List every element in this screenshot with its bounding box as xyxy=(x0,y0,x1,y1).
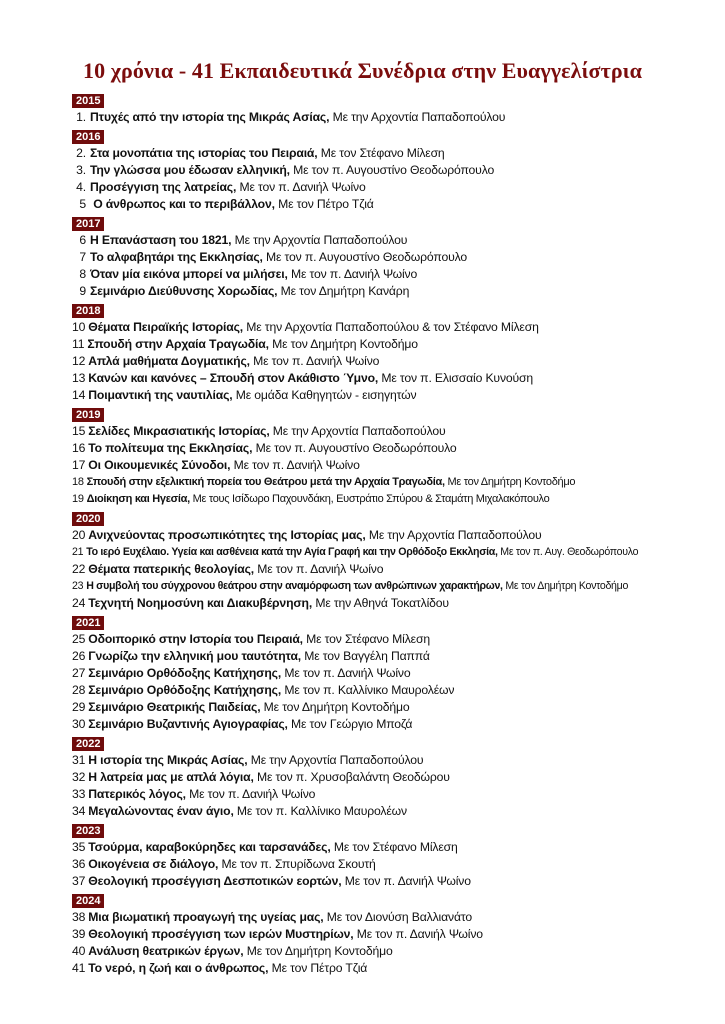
year-section-2022 xyxy=(72,734,672,820)
item-number: 17 xyxy=(72,458,86,472)
year-section-2018 xyxy=(72,301,672,404)
item-number: 12 xyxy=(72,354,86,368)
seminar-title: Ανάλυση θεατρικών έργων, xyxy=(88,944,244,958)
item-number: 18 xyxy=(72,476,84,488)
item-number: 2. xyxy=(76,146,86,160)
seminar-title: Σεμινάριο Βυζαντινής Αγιογραφίας, xyxy=(88,717,288,731)
list-item xyxy=(72,440,672,457)
year-section-2020 xyxy=(72,509,672,612)
list-item xyxy=(72,960,672,977)
seminar-title: Σελίδες Μικρασιατικής Ιστορίας, xyxy=(88,424,270,438)
list-item xyxy=(72,145,672,162)
seminar-speaker: Με τον π. Αυγουστίνο Θεοδωρόπουλο xyxy=(289,163,495,177)
list-item xyxy=(72,457,672,474)
seminar-title: Οδοιπορικό στην Ιστορία του Πειραιά, xyxy=(88,632,303,646)
item-number: 20 xyxy=(72,528,86,542)
seminar-speaker: Με τον Δημήτρη Κοντοδήμο xyxy=(502,580,629,592)
item-number: 37 xyxy=(72,874,86,888)
seminar-speaker: Με την Αρχοντία Παπαδοπούλου xyxy=(247,753,424,767)
list-item xyxy=(72,527,672,544)
item-number: 4. xyxy=(76,180,86,194)
item-number: 19 xyxy=(72,493,84,505)
item-number: 31 xyxy=(72,753,86,767)
seminar-speaker: Με τον π. Δανιήλ Ψωίνο xyxy=(185,787,316,801)
seminar-speaker: Με τον Δημήτρη Κοντοδήμο xyxy=(268,337,418,351)
item-number: 14 xyxy=(72,388,86,402)
list-item xyxy=(72,682,672,699)
seminar-speaker: Με τον π. Δανιήλ Ψωίνο xyxy=(236,180,366,194)
seminar-speaker: Με τον π. Δανιήλ Ψωίνο xyxy=(230,458,360,472)
year-badge: 2023 xyxy=(72,824,104,838)
seminar-speaker: Με τον π. Ελισσαίο Κυνούση xyxy=(378,371,534,385)
seminar-speaker: Με την Αρχοντία Παπαδοπούλου xyxy=(269,424,446,438)
list-item xyxy=(72,423,672,440)
seminar-title: Την γλώσσα μου έδωσαν ελληνική, xyxy=(90,163,290,177)
seminar-speaker: Με τον π. Δανιήλ Ψωίνο xyxy=(287,267,418,281)
seminar-title: Στα μονοπάτια της ιστορίας του Πειραιά, xyxy=(90,146,318,160)
item-number: 30 xyxy=(72,717,86,731)
year-header-row xyxy=(72,127,672,145)
seminar-title: Πατερικός λόγος, xyxy=(88,787,186,801)
seminar-speaker: Με τον Πέτρο Τζιά xyxy=(274,197,374,211)
seminar-speaker: Με τον π. Δανιήλ Ψωίνο xyxy=(353,927,483,941)
list-item xyxy=(72,716,672,733)
seminar-speaker: Με τον π. Καλλίνικο Μαυρολέων xyxy=(233,804,407,818)
item-number: 23 xyxy=(72,580,84,592)
item-number: 1. xyxy=(76,110,86,124)
list-item xyxy=(72,162,672,179)
item-number: 34 xyxy=(72,804,86,818)
year-badge: 2024 xyxy=(72,894,104,908)
list-item xyxy=(72,699,672,716)
seminar-speaker: Με τον Βαγγέλη Παππά xyxy=(301,649,430,663)
item-number: 32 xyxy=(72,770,86,784)
list-item xyxy=(72,266,672,283)
year-badge: 2019 xyxy=(72,408,104,422)
list-item xyxy=(72,474,672,491)
seminar-title: Σπουδή στην Αρχαία Τραγωδία, xyxy=(87,337,269,351)
seminar-speaker: Με τον π. Δανιήλ Ψωίνο xyxy=(281,666,411,680)
item-number: 29 xyxy=(72,700,86,714)
list-item xyxy=(72,665,672,682)
list-item xyxy=(72,353,672,370)
list-item xyxy=(72,769,672,786)
year-section-2024 xyxy=(72,891,672,977)
list-item xyxy=(72,336,672,353)
item-number: 5 xyxy=(79,197,86,211)
item-number: 35 xyxy=(72,840,86,854)
year-badge: 2020 xyxy=(72,512,104,526)
year-badge: 2015 xyxy=(72,94,104,108)
list-item xyxy=(72,648,672,665)
seminar-title: Τσούρμα, καραβοκύρηδες και ταρσανάδες, xyxy=(88,840,331,854)
seminar-title: Μεγαλώνοντας έναν άγιο, xyxy=(88,804,234,818)
seminar-title: Θέματα πατερικής θεολογίας, xyxy=(88,562,254,576)
seminar-speaker: Με την Αρχοντία Παπαδοπούλου xyxy=(365,528,542,542)
seminar-speaker: Με τον Γεώργιο Μποζά xyxy=(287,717,413,731)
list-item xyxy=(72,631,672,648)
item-number: 9 xyxy=(79,284,86,298)
seminar-title: Γνωρίζω την ελληνική μου ταυτότητα, xyxy=(88,649,302,663)
seminar-speaker: Με τον π. Δανιήλ Ψωίνο xyxy=(249,354,380,368)
seminar-speaker: Με τον Πέτρο Τζιά xyxy=(268,961,368,975)
seminar-title: Η Επανάσταση του 1821, xyxy=(90,233,232,247)
seminar-speaker: Με τον π. Αυγουστίνο Θεοδωρόπουλο xyxy=(262,250,467,264)
seminar-speaker: Με τον Στέφανο Μίλεση xyxy=(330,840,458,854)
year-header-row xyxy=(72,301,672,319)
list-item xyxy=(72,578,672,595)
list-item xyxy=(72,249,672,266)
seminar-speaker: Με την Αρχοντία Παπαδοπούλου & τον Στέφανο Μίλεση xyxy=(243,320,539,334)
list-item xyxy=(72,491,672,508)
seminar-speaker: Με τον Δημήτρη Κοντοδήμο xyxy=(260,700,410,714)
list-item xyxy=(72,595,672,612)
item-number: 41 xyxy=(72,961,86,975)
item-number: 3. xyxy=(76,163,86,177)
year-header-row xyxy=(72,613,672,631)
list-item xyxy=(72,926,672,943)
year-badge: 2021 xyxy=(72,616,104,630)
year-header-row xyxy=(72,734,672,752)
year-header-row xyxy=(72,821,672,839)
seminar-title: Θεολογική προσέγγιση των ιερών Μυστηρίων, xyxy=(88,927,354,941)
item-number: 36 xyxy=(72,857,86,871)
year-section-2015 xyxy=(72,91,672,126)
year-badge: 2017 xyxy=(72,217,104,231)
list-item xyxy=(72,196,672,213)
list-item xyxy=(72,179,672,196)
seminar-speaker: Με τον Στέφανο Μίλεση xyxy=(302,632,430,646)
list-item xyxy=(72,283,672,300)
year-section-2023 xyxy=(72,821,672,890)
seminar-title: Το πολίτευμα της Εκκλησίας, xyxy=(88,441,253,455)
list-item xyxy=(72,109,672,126)
seminar-title: Απλά μαθήματα Δογματικής, xyxy=(88,354,250,368)
item-number: 22 xyxy=(72,562,86,576)
list-item xyxy=(72,786,672,803)
item-number: 8 xyxy=(79,267,86,281)
seminar-speaker: Με τον Δημήτρη Κανάρη xyxy=(277,284,410,298)
list-item xyxy=(72,856,672,873)
item-number: 15 xyxy=(72,424,86,438)
seminar-title: Το ιερό Ευχέλαιο. Υγεία και ασθένεια κατά την Αγία Γραφή και την Ορθόδοξο Εκκλησία, xyxy=(86,546,498,558)
list-item xyxy=(72,839,672,856)
year-header-row xyxy=(72,509,672,527)
seminar-speaker: Με τον Δημήτρη Κοντοδήμο xyxy=(444,476,576,488)
seminar-title: Σεμινάριο Ορθόδοξης Κατήχησης, xyxy=(88,683,282,697)
list-item xyxy=(72,319,672,336)
list-item xyxy=(72,943,672,960)
seminar-title: Μια βιωματική προαγωγή της υγείας μας, xyxy=(88,910,324,924)
year-header-row xyxy=(72,91,672,109)
list-item xyxy=(72,909,672,926)
item-number: 21 xyxy=(72,546,84,558)
seminar-speaker: Με τον π. Δανιήλ Ψωίνο xyxy=(341,874,471,888)
item-number: 10 xyxy=(72,320,86,334)
list-item xyxy=(72,803,672,820)
seminar-title: Η συμβολή του σύγχρονου θεάτρου στην αναμόρφωση των ανθρώπινων χαρακτήρων, xyxy=(86,580,503,592)
seminar-speaker: Με τον Δημήτρη Κοντοδήμο xyxy=(243,944,393,958)
year-section-2021 xyxy=(72,613,672,733)
seminar-speaker: Με τον π. Σπυρίδωνα Σκουτή xyxy=(218,857,376,871)
seminar-speaker: Με τον π. Αυγουστίνο Θεοδωρόπουλο xyxy=(252,441,457,455)
item-number: 38 xyxy=(72,910,86,924)
seminar-title: Οικογένεια σε διάλογο, xyxy=(88,857,219,871)
seminar-title: Σεμινάριο Ορθόδοξης Κατήχησης, xyxy=(88,666,282,680)
item-number: 24 xyxy=(72,596,86,610)
year-header-row xyxy=(72,214,672,232)
item-number: 39 xyxy=(72,927,86,941)
seminar-speaker: Με τον Στέφανο Μίλεση xyxy=(317,146,445,160)
year-badge: 2018 xyxy=(72,304,104,318)
year-section-2017 xyxy=(72,214,672,300)
seminar-title: Πτυχές από την ιστορία της Μικράς Ασίας, xyxy=(90,110,330,124)
seminar-speaker: Με την Αθηνά Τοκατλίδου xyxy=(312,596,449,610)
seminar-title: Το νερό, η ζωή και ο άνθρωπος, xyxy=(88,961,269,975)
seminar-title: Οι Οικουμενικές Σύνοδοι, xyxy=(88,458,231,472)
seminar-title: Θεολογική προσέγγιση Δεσποτικών εορτών, xyxy=(88,874,342,888)
seminar-speaker: Με τον Διονύση Βαλλιανάτο xyxy=(323,910,472,924)
item-number: 7 xyxy=(79,250,86,264)
item-number: 28 xyxy=(72,683,86,697)
seminar-title: Σπουδή στην εξελικτική πορεία του Θεάτρου μετά την Αρχαία Τραγωδία, xyxy=(86,476,445,488)
seminar-title: Τεχνητή Νοημοσύνη και Διακυβέρνηση, xyxy=(88,596,313,610)
item-number: 27 xyxy=(72,666,86,680)
seminar-speaker: Με την Αρχοντία Παπαδοπούλου xyxy=(231,233,408,247)
item-number: 11 xyxy=(72,337,85,351)
seminar-title: Το αλφαβητάρι της Εκκλησίας, xyxy=(90,250,263,264)
item-number: 16 xyxy=(72,441,86,455)
seminar-title: Ο άνθρωπος και το περιβάλλον, xyxy=(90,197,275,211)
seminar-title: Σεμινάριο Θεατρικής Παιδείας, xyxy=(88,700,261,714)
item-number: 33 xyxy=(72,787,86,801)
year-badge: 2022 xyxy=(72,737,104,751)
seminar-speaker: Με τον π. Καλλίνικο Μαυρολέων xyxy=(281,683,455,697)
seminar-speaker: Με την Αρχοντία Παπαδοπούλου xyxy=(329,110,506,124)
list-item xyxy=(72,873,672,890)
seminar-speaker: Με τον π. Αυγ. Θεοδωρόπουλο xyxy=(497,546,639,558)
year-section-2019 xyxy=(72,405,672,508)
year-header-row xyxy=(72,891,672,909)
list-item xyxy=(72,544,672,561)
seminar-title: Ποιμαντική της ναυτιλίας, xyxy=(88,388,233,402)
seminar-speaker: Με ομάδα Καθηγητών - εισηγητών xyxy=(232,388,417,402)
year-header-row xyxy=(72,405,672,423)
page-title: 10 χρόνια - 41 Εκπαιδευτικά Συνέδρια στην Ευαγγελίστρια xyxy=(82,58,642,83)
list-item xyxy=(72,370,672,387)
item-number: 13 xyxy=(72,371,86,385)
item-number: 26 xyxy=(72,649,86,663)
list-item xyxy=(72,561,672,578)
seminar-speaker: Με τους Ισίδωρο Παχουνδάκη, Ευστράτιο Σπύρου & Σταμάτη Μιχαλακόπουλο xyxy=(189,493,550,505)
seminar-title: Κανών και κανόνες – Σπουδή στον Ακάθιστο Ύμνο, xyxy=(88,371,379,385)
seminar-title: Όταν μία εικόνα μπορεί να μιλήσει, xyxy=(90,267,288,281)
seminar-list xyxy=(72,91,672,978)
seminar-title: Η ιστορία της Μικράς Ασίας, xyxy=(88,753,248,767)
item-number: 6 xyxy=(79,233,86,247)
list-item xyxy=(72,387,672,404)
item-number: 40 xyxy=(72,944,86,958)
seminar-title: Ανιχνεύοντας προσωπικότητες της Ιστορίας μας, xyxy=(88,528,366,542)
year-section-2016 xyxy=(72,127,672,213)
seminar-title: Προσέγγιση της λατρείας, xyxy=(90,180,237,194)
seminar-title: Θέματα Πειραϊκής Ιστορίας, xyxy=(88,320,244,334)
seminar-speaker: Με τον π. Χρυσοβαλάντη Θεοδώρου xyxy=(253,770,450,784)
item-number: 25 xyxy=(72,632,86,646)
year-badge: 2016 xyxy=(72,130,104,144)
list-item xyxy=(72,232,672,249)
seminar-speaker: Με τον π. Δανιήλ Ψωίνο xyxy=(254,562,384,576)
seminar-title: Διοίκηση και Ηγεσία, xyxy=(86,493,190,505)
seminar-title: Σεμινάριο Διεύθυνσης Χορωδίας, xyxy=(90,284,278,298)
seminar-title: Η λατρεία μας με απλά λόγια, xyxy=(88,770,254,784)
list-item xyxy=(72,752,672,769)
